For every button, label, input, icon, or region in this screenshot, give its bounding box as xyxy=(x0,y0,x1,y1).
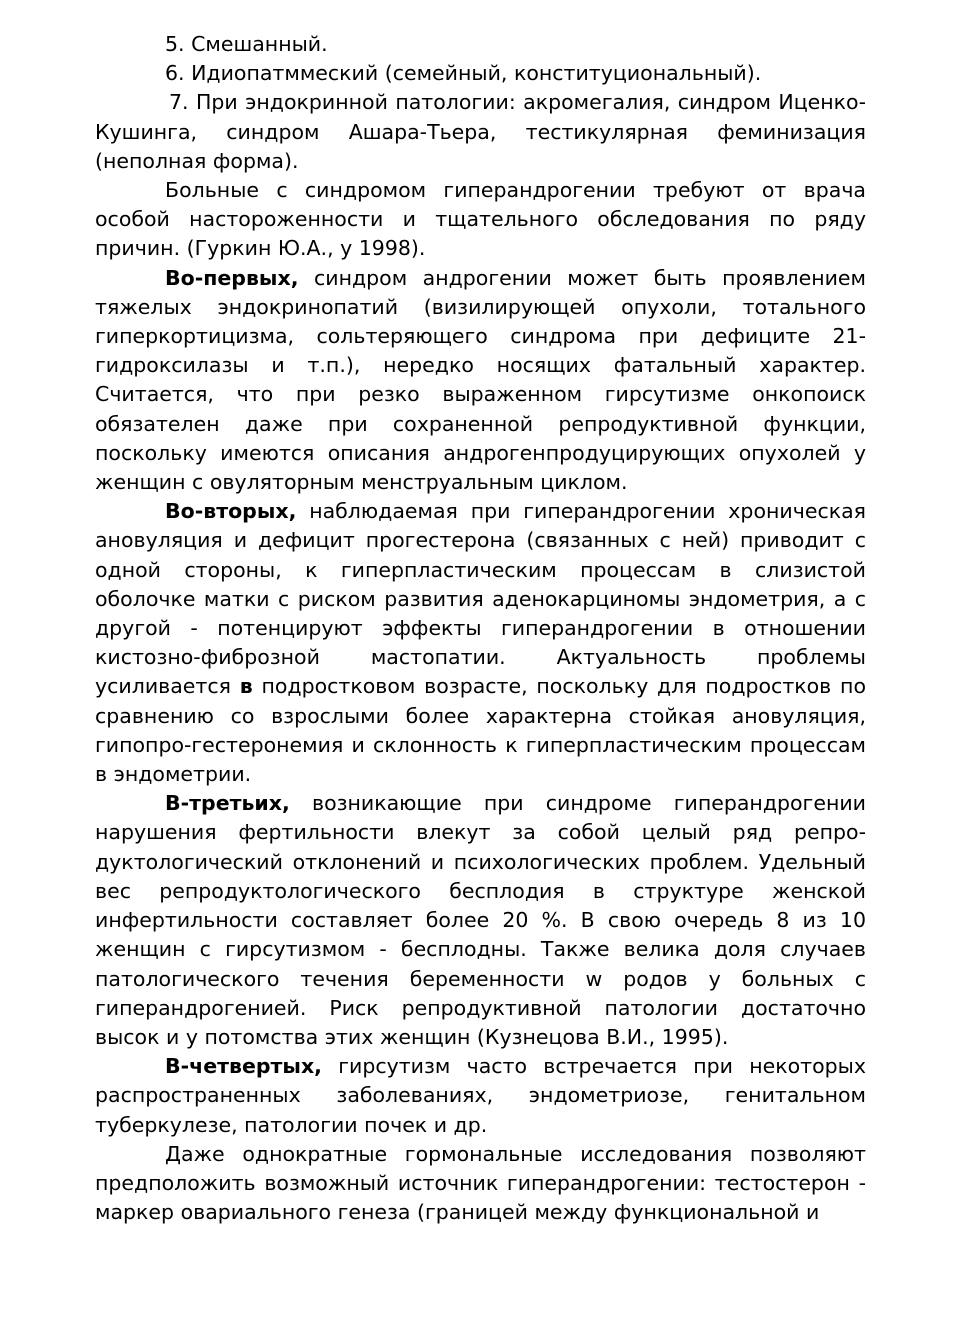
list-item-5: 5. Смешанный. xyxy=(165,32,328,56)
paragraph-first-lead: Во-первых, xyxy=(165,265,299,290)
paragraph-fourth xyxy=(95,1052,866,1140)
paragraph-first-text: синдром андрогении может быть проявлением тяжелых эндокринопатий (визилирующей опухоли, тотального гиперкортицизма, сольтеряющего синдрома при дефиците 21-гидроксилазы и т.п.), нередко носящих фатальный характер. Считается, что при резко выраженном гирсутизме онкопоиск обязателен даже при сохраненной репродуктивной функции, поскольку имеются описания андрогенпродуцирующих опухолей у женщин с овуляторным менструальным циклом. xyxy=(95,265,866,495)
paragraph-last: Даже однократные гормональные исследования позволяют предположить возможный источник гиперандрогении: тестостерон - маркер овариального генеза (границей между функциональной и xyxy=(95,1141,866,1225)
list-item-7: 7. При эндокринной патологии: акромегалия, синдром Иценко-Кушинга, синдром Ашара-Тьера, тестикулярная феминизация (неполная форма). xyxy=(95,90,866,173)
paragraph-third xyxy=(95,789,866,1052)
list-item-6: 6. Идиопатммеский (семейный, конституциональный). xyxy=(165,61,762,86)
paragraph-third-lead: В-третьих, xyxy=(165,791,290,816)
paragraph-second xyxy=(95,497,866,789)
paragraph-fourth-lead: В-четвертых, xyxy=(165,1054,322,1079)
paragraph-second-lead: Во-вторых, xyxy=(165,499,297,524)
paragraph-first xyxy=(95,264,866,498)
body-text xyxy=(95,30,866,1227)
paragraph-intro: Больные с синдромом гиперандрогении требуют от врача особой настороженности и тщательного обследования по ряду причин. (Гуркин Ю.А., у 1998). xyxy=(95,178,866,261)
paragraph-second-text-end: подростковом возрасте, поскольку для подростков по сравнению со взрослыми более характерна стойкая ановуляция, гипопро-гестеронемия и склонность к гиперпластическим процессам в эндометрии. xyxy=(95,674,866,787)
paragraph-second-bold-word: в xyxy=(239,674,253,699)
paragraph-second-text: наблюдаемая при гиперандрогении хроническая ановуляция и дефицит прогестерона (связанных с ней) приводит с одной стороны, к гиперпластическим процессам в слизистой оболочке матки с риском развития аденокарциномы эндометрия, а с другой - потенцируют эффекты гиперандрогении в отношении кистозно-фиброзной мастопатии. Актуальность проблемы усиливается xyxy=(95,499,866,699)
paragraph-third-text: возникающие при синдроме гиперандрогении нарушения фертильности влекут за собой целый ряд репро-дуктологический отклонений и психологических проблем. Удельный вес репродуктологического бесплодия в структуре женской инфертильности составляет более 20 %. В свою очередь 8 из 10 женщин с гирсутизмом - бесплодны. Также велика доля случаев патологического течения беременности w родов у больных с гиперандрогенией. Риск репродуктивной патологии достаточно высок и у потомства этих женщин (Кузнецова В.И., 1995). xyxy=(95,791,866,1049)
paragraph-fourth-text: гирсутизм часто встречается при некоторых распространенных заболеваниях, эндометриозе, генитальном туберкулезе, патологии почек и др. xyxy=(95,1054,866,1137)
